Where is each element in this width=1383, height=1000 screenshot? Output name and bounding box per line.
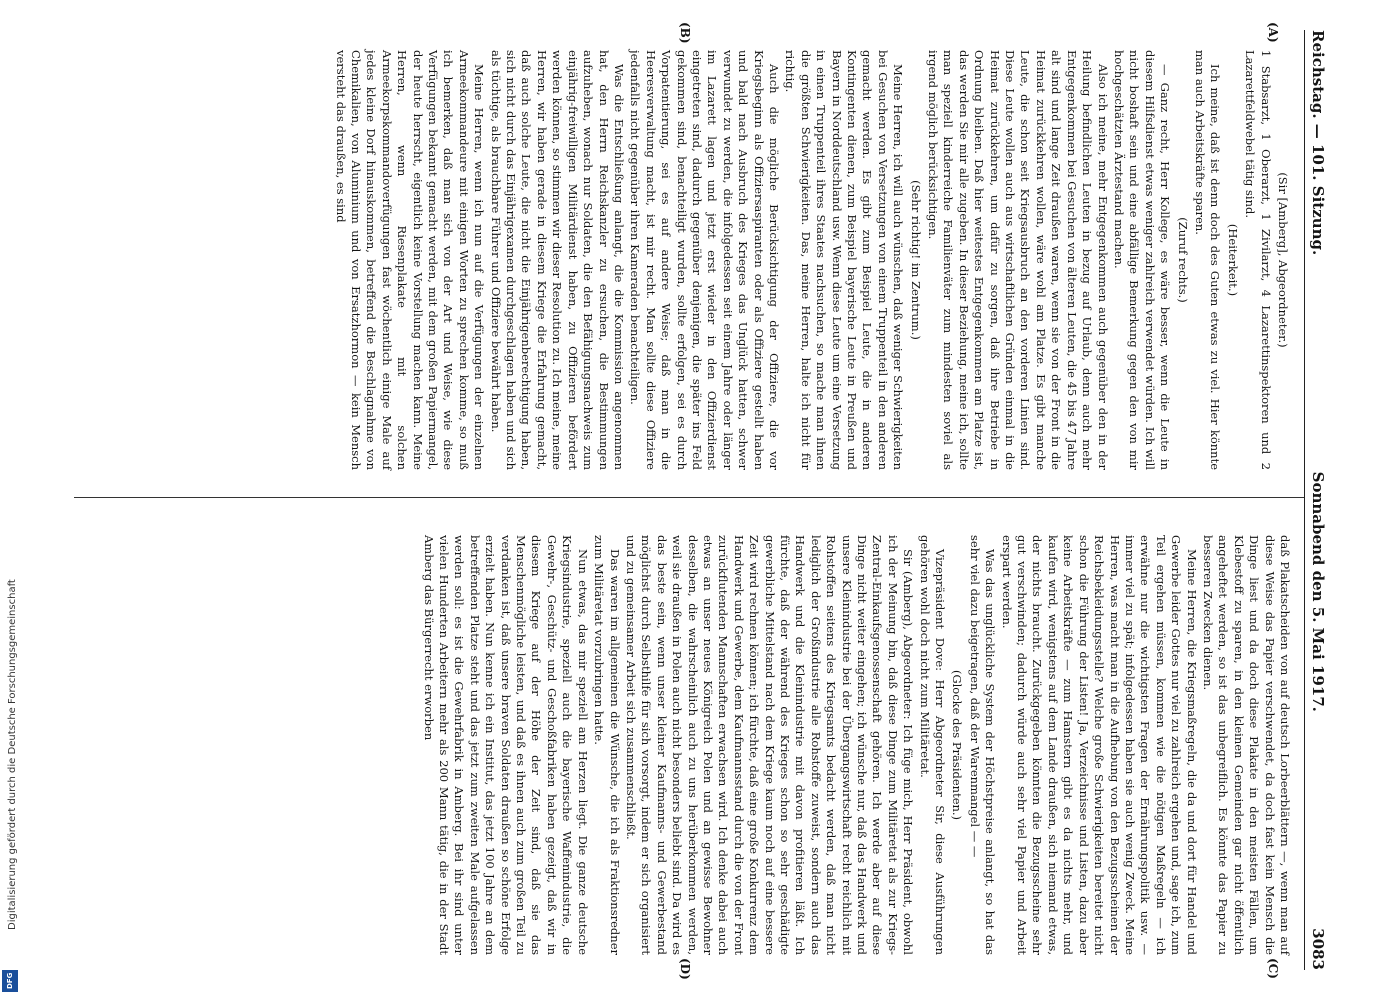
page-number: 3083 [1309, 928, 1327, 970]
dfg-logo: DFG [2, 970, 18, 992]
page-inner [52, 0, 1352, 1000]
header-center: Sonnabend den 5. Mai 1917. [1309, 471, 1327, 712]
left-column [331, 50, 1292, 470]
paragraph: Auch die mögliche Berücksichtigung der Offiziere, die vor Kriegsbeginn als Offiziersaspiranten oder als Offiziere gestellt haben und bald nach Ausbruch des Krieges das Unglück hatten, schwer verwundet zu werden, die infolgedessen seit einem Jahre oder länger im Lazarett lagen und jetzt erst wieder in den Offizierdienst eingetreten sind, dadurch gegenüber denjenigen, die später ins Feld gekommen sind, benachteiligt wurden, sollte erfolgen, sei es durch Vorpatentierung, sei es auf andere Weise; daß man in die Heeresverwaltung macht, ist mir recht. Man sollte diese Offiziere jedenfalls nicht gegenüber ihren Kameraden benachteiligen. [628, 50, 781, 470]
paragraph: 1 Stabsarzt, 1 Oberarzt, 1 Zivilarzt, 4 Lazarettinspektoren und 2 Lazarettfeldwebel tätig sind. [1243, 50, 1273, 470]
paragraph: Was die Entschließung anlangt, die die Kommission angenommen hat, den Herrn Reichskanzler zu ersuchen, die Bestimmungen aufzuheben, wonach nur Soldaten, die den Befähigungsnachweis zum einjährig-freiwilligen Militärdienst haben, zu Offizieren befördert werden können, so stimmen wir dieser Resolution zu. Ich meine, meine Herren, wir haben gerade in diesem Kriege die Erfahrung gemacht, daß auch solche Leute, die nicht die Einjährigenberechtigung haben, sich nicht durch das Einjährigexamen durchgeschlagen haben und sich als tüchtige, als brauchbare Führer und Offiziere bewährt haben. [488, 50, 626, 470]
column-divider [74, 497, 1304, 498]
funding-credit [4, 40, 18, 1000]
header-left: Reichstag. — 101. Sitzung. [1309, 30, 1327, 256]
rotated-page-content [52, 0, 1352, 1000]
margin-letter-b: (B) [678, 22, 692, 44]
interjection: (Glocke des Präsidenten.) [950, 669, 965, 821]
interjection: (Sehr richtig! im Zentrum.) [908, 180, 923, 340]
margin-letter-d: (D) [678, 958, 692, 980]
paragraph: Meine Herren, wenn ich nun auf die Verfügungen der einzelnen Armeekommandeure mit einigen Worten zu sprechen komme, so muß ich bemerken, daß man sich von der Art und Weise, wie diese Verfügungen bekannt gemacht werden, mit dem großen Papiermangel, der heute herrscht, eigentlich keine Vorstellung machen kann. Meine Herren, wenn Riesenplakate mit solchen Armeekorpskommandoverfügungen fast wöchentlich einige Male auf jedes kleine Dorf hinauskommen, betreffend die Beschlagnahme von Chemikalien, von Aluminium und von Ersatzhormon — kein Mensch versteht das draußen, es sind [333, 50, 487, 470]
paragraph: daß Plakatscheiden von auf deutsch Lorbeerblättern —, wenn man auf diese Weise das Papier verschwendet, da doch fast kein Mensch die Dinge liest und da doch diese Plakate in den meisten Fällen, um Klebestoff zu sparen, in den kleinen Gemeinden gar nicht öffentlich angeheftet werden, so ist das unbegreiflich. Es könnte das Papier zu besseren Zwecken dienen. [1200, 535, 1292, 955]
margin-letter-a: (A) [1266, 22, 1280, 43]
paragraph: — Ganz recht, Herr Kollege, es wäre besser, wenn die Leute in diesem Hilfsdienst etwas weniger zahlreich verwendet würden. Ich will nicht boshaft sein und eine abfällige Bemerkung gegen den von mir hochgeschätzten Ärztestand machen. [1111, 50, 1173, 470]
paragraph: Nun etwas, das mir speziell am Herzen liegt. Die ganze deutsche Kriegsindustrie, speziell auch die bayerische Waffenindustrie, die Gewehr-, Geschütz- und Geschoßfabriken haben gezeigt, daß wir in diesem Kriege auf der Höhe der Zeit sind, daß sie das Menschenmögliche leisten, und daß es ihnen auch zum großen Teil zu verdanken ist, daß unsere braven Soldaten draußen so schöne Erfolge erzielt haben. Nun kenne ich ein Institut, das jetzt 100 Jahre an dem betreffenden Platze steht und das jetzt zum zweiten Male aufgelassen werden soll: es ist die Gewehrfabrik in Amberg. Bei ihr sind unter vielen Hunderten Arbeitern mehr als 200 Mann tätig, die in der Stadt Amberg das Bürgerrecht erworben [421, 535, 590, 955]
paragraph: Was das unglückliche System der Höchstpreise anlangt, so hat das sehr viel dazu beigetragen, daß der Warenmangel — — [967, 535, 998, 955]
paragraph: Ich meine, daß ist denn doch des Guten etwas zu viel. Hier könnte man auch Arbeitskräfte sparen. [1192, 50, 1223, 470]
paragraph: Also ich meine, mehr Entgegenkommen auch gegenüber den in der Heilung befindlichen Leuten in bezug auf Urlaub, denn auch mehr Entgegenkommen bei Gesuchen von älteren Leuten, die 45 bis 47 Jahre alt sind und lange Zeit draußen waren, wenn sie von der Front in die Heimat zurückkehren wollen, wäre wohl am Platze. Es gibt manche Leute, die schon seit Kriegsausbruch an den vorderen Linien sind. Diese Leute wollen auch aus wirtschaftlichen Gründen einmal in die Heimat zurückkehren, um dafür zu sorgen, daß ihre Betriebe in Ordnung bleiben. Daß hier weitestes Entgegenkommen am Platze ist, das werden Sie mir alle zugeben. In dieser Beziehung, meine ich, sollte man speziell kinderreiche Familienväter zum mindesten soviel als irgend möglich berücksichtigen. [926, 50, 1110, 470]
funding-credit-text: Digitalisierung gefördert durch die Deutsche Forschungsgemeinschaft [7, 579, 18, 930]
paragraph: Vizepräsident Dove: Herr Abgeordneter Sir, diese Ausführungen gehören wohl doch nicht zum Militäretat. [917, 535, 948, 955]
page-header [1304, 30, 1338, 970]
paragraph: Meine Herren, ich will auch wünschen, daß weniger Schwierigkeiten bei Gesuchen von Versetzungen von einem Truppenteil in den anderen gemacht werden. Es gibt zum Beispiel Leute, die in anderen Kontingenten dienen, zum Beispiel bayerische Leute in Preußen und Bayern in Norddeutschland usw. Wenn diese Leute um eine Versetzung in einen Truppenteil ihres Staates nachsuchen, so mache man ihnen die größten Schwierigkeiten. Das, meine Herren, halte ich nicht für richtig. [783, 50, 906, 470]
margin-letter-c: (C) [1266, 958, 1280, 979]
interjection: (Heiterkeit.) [1225, 223, 1240, 297]
paragraph: Meine Herren, die Kriegsmaßregeln, die da und dort für Handel und Gewerbe leider Gottes nur viel zu zahlreich ergehen und, sage ich, zum Teil ergehen müssen, kommen wie die nötigen Maßregeln — ich erwähne nur die wichtigsten Fragen der Ernährungspolitik usw. — immer viel zu spät; infolgedessen haben sie auch wenig Zweck. Meine Herren, was macht man in die Aufhebung von den Bezugsscheinen der Reichsbekleidungsstelle? Welche große Schwierigkeiten bereitet nicht schon die Führung der Listen! Ja, Verzeichnisse und Listen, dazu aber keine Arbeitskräfte — zum Hamstern gibt es da nichts mehr, und kaufen wird, wenigstens auf dem Lande draußen, sich niemand etwas, der nichts braucht. Zurückgegeben könnten die Bezugsscheine sehr gut verschwinden; dadurch würde auch sehr viel Papier und Arbeit erspart werden. [999, 535, 1199, 955]
paragraph: Das waren im allgemeinen die Wünsche, die ich als Fraktionsredner zum Militäretat vorzubringen hatte. [592, 535, 622, 955]
interjection: (Zuruf rechts.) [1175, 217, 1190, 303]
speaker-note: (Sir [Amberg], Abgeordneter.) [1276, 172, 1290, 348]
right-column [419, 535, 1292, 955]
paragraph: Sir (Amberg), Abgeordneter: Ich füge mich, Herr Präsident, obwohl ich der Meinung bin, daß diese Dinge zum Militäretat als zur Kriegs-Zentral-Einkaufsgenossenschaft gehören. Ich werde aber auf diese Dinge nicht weiter eingehen; ich wünsche nur, daß das Handwerk und unsere Kleinindustrie bei der Übergangswirtschaft recht reichlich mit Rohstoffen seitens des Kriegsamts bedacht werden, daß man nicht lediglich der Großindustrie alle Rohstoffe zuweist, sondern auch das Handwerk und die Kleinindustrie mit davon profitieren läßt. Ich fürchte, daß der während des Krieges schon so sehr geschädigte gewerbliche Mittelstand nach dem Kriege kaum noch auf eine bessere Zeit wird rechnen können; ich fürchte, daß eine große Konkurrenz dem Handwerk und Gewerbe, dem Kaufmannsstand durch die von der Front zurückflutenden Mannschaften erwachsen wird. Ich denke dabei auch etwas an unser neues Königreich Polen und an gewisse Bewohner desselben, die wahrscheinlich auch zu uns herüberkommen werden, weil sie draußen in Polen auch nicht besonders beliebt sind. Da wird es das beste sein, wenn unser kleiner Kaufmanns- und Gewerbestand möglichst durch Selbsthilfe für sich vorsorgt, indem er sich organisiert und zu gemeinsamer Arbeit sich zusammenschließt. [623, 535, 916, 955]
